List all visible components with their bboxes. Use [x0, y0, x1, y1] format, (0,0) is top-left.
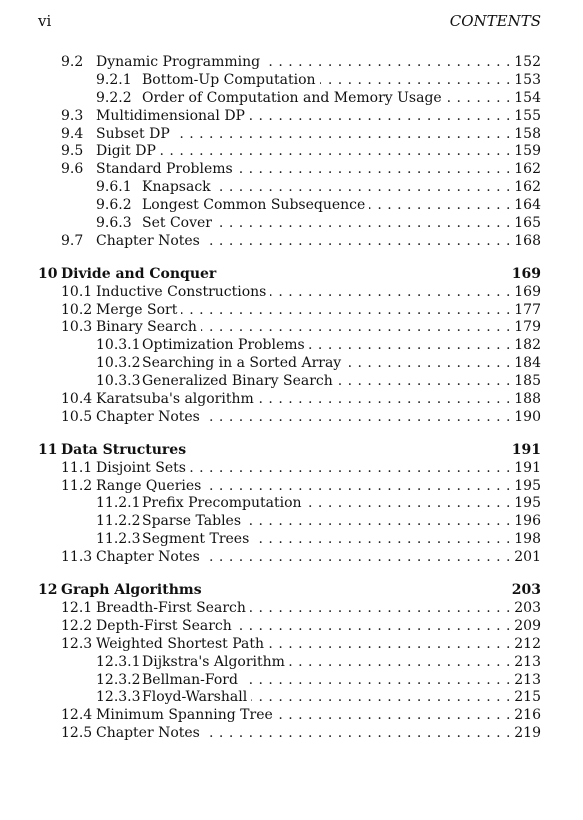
toc-entry-page: 185	[514, 373, 541, 390]
toc-entry-title: Bellman-Ford	[142, 672, 242, 688]
toc-entry-title: Dynamic Programming	[96, 54, 264, 70]
toc-entry-title: Searching in a Sorted Array	[142, 355, 345, 371]
running-title: CONTENTS	[449, 12, 541, 30]
toc-entry-title: Set Cover	[142, 215, 216, 231]
toc-subsection-entry[interactable]	[38, 215, 541, 233]
toc-entry-page: 162	[514, 161, 541, 178]
toc-entry-title: Disjoint Sets	[96, 460, 190, 476]
toc-entry-number: 12.3	[61, 635, 93, 652]
toc-entry-title: Bottom-Up Computation	[142, 72, 320, 88]
toc-subsection-entry[interactable]	[38, 672, 541, 690]
toc-entry-number: 10.3.2	[96, 355, 141, 372]
toc-entry-number: 9.6.1	[96, 179, 132, 196]
toc-entry-title: Chapter Notes	[96, 725, 204, 741]
toc-entry-title: Prefix Precomputation	[142, 495, 306, 511]
toc-entry-page: 213	[514, 671, 541, 688]
toc-entry-page: 212	[514, 635, 541, 652]
toc-entry-number: 11.2.1	[96, 495, 141, 512]
toc-entry-title: Subset DP	[96, 126, 174, 142]
toc-entry-number: 10.3.1	[96, 337, 141, 354]
toc-entry-page: 213	[514, 653, 541, 670]
toc-entry-number: 9.7	[61, 232, 84, 249]
table-of-contents	[38, 54, 541, 743]
toc-entry-number: 12.3.2	[96, 671, 141, 688]
toc-chapter-entry[interactable]	[38, 442, 541, 460]
toc-entry-number: 9.6	[61, 161, 84, 178]
toc-entry-page: 190	[514, 408, 541, 425]
toc-entry-number: 10.1	[61, 283, 93, 300]
toc-entry-page: 191	[514, 459, 541, 476]
toc-entry-title: Floyd-Warshall	[142, 689, 251, 705]
toc-entry-title: Range Queries	[96, 478, 205, 494]
toc-entry-page: 153	[514, 71, 541, 88]
toc-entry-number: 9.4	[61, 125, 84, 142]
toc-entry-number: 12.5	[61, 725, 93, 742]
toc-entry-number: 11.2	[61, 477, 93, 494]
toc-section-entry[interactable]	[38, 725, 541, 743]
toc-entry-page: 203	[511, 582, 541, 599]
toc-entry-page: 195	[514, 495, 541, 512]
toc-entry-title: Breadth-First Search	[96, 600, 250, 616]
toc-entry-title: Minimum Spanning Tree	[96, 707, 277, 723]
toc-entry-title: Graph Algorithms	[61, 582, 206, 598]
toc-subsection-entry[interactable]	[38, 373, 541, 391]
toc-subsection-entry[interactable]	[38, 689, 541, 707]
toc-entry-number: 9.5	[61, 143, 84, 160]
toc-section-entry[interactable]	[38, 233, 541, 251]
toc-entry-number: 11.2.2	[96, 513, 141, 530]
toc-entry-page: 215	[514, 689, 541, 706]
toc-section-entry[interactable]	[38, 284, 541, 302]
toc-section-entry[interactable]	[38, 302, 541, 320]
toc-entry-page: 219	[514, 725, 541, 742]
toc-section-entry[interactable]	[38, 126, 541, 144]
toc-entry-page: 177	[514, 301, 541, 318]
toc-entry-page: 198	[514, 531, 541, 548]
toc-entry-title: Chapter Notes	[96, 233, 204, 249]
toc-entry-page: 155	[514, 107, 541, 124]
toc-entry-number: 12.4	[61, 707, 93, 724]
toc-entry-title: Optimization Problems	[142, 337, 309, 353]
toc-entry-page: 164	[514, 197, 541, 214]
toc-entry-number: 9.2.2	[96, 89, 132, 106]
toc-entry-number: 10.4	[61, 391, 93, 408]
toc-subsection-entry[interactable]	[38, 337, 541, 355]
toc-subsection-entry[interactable]	[38, 531, 541, 549]
toc-section-entry[interactable]	[38, 707, 541, 725]
toc-entry-page: 169	[511, 265, 541, 282]
toc-subsection-entry[interactable]	[38, 179, 541, 197]
toc-entry-page: 182	[514, 337, 541, 354]
toc-entry-title: Sparse Tables	[142, 513, 245, 529]
toc-entry-number: 12.1	[61, 599, 93, 616]
toc-section-entry[interactable]	[38, 549, 541, 567]
toc-entry-page: 191	[511, 441, 541, 458]
toc-entry-page: 169	[514, 283, 541, 300]
toc-entry-title: Chapter Notes	[96, 549, 204, 565]
toc-entry-number: 11.2.3	[96, 531, 141, 548]
toc-entry-title: Chapter Notes	[96, 409, 204, 425]
toc-section-entry[interactable]	[38, 108, 541, 126]
toc-entry-page: 152	[514, 54, 541, 70]
toc-entry-title: Dijkstra's Algorithm	[142, 654, 289, 670]
toc-entry-title: Longest Common Subsequence	[142, 197, 369, 213]
toc-entry-number: 9.2.1	[96, 71, 132, 88]
toc-entry-title: Depth-First Search	[96, 618, 236, 634]
toc-entry-title: Merge Sort	[96, 302, 181, 318]
toc-entry-page: 159	[514, 143, 541, 160]
toc-subsection-entry[interactable]	[38, 495, 541, 513]
toc-entry-page: 168	[514, 232, 541, 249]
toc-entry-number: 12.2	[61, 617, 93, 634]
toc-entry-number: 12.3.3	[96, 689, 141, 706]
toc-section-entry[interactable]	[38, 319, 541, 337]
toc-entry-page: 201	[514, 549, 541, 566]
toc-entry-page: 216	[514, 707, 541, 724]
toc-entry-number: 10.3	[61, 319, 93, 336]
toc-section-entry[interactable]	[38, 636, 541, 654]
toc-entry-number: 9.3	[61, 107, 84, 124]
toc-entry-number: 10.2	[61, 301, 93, 318]
toc-subsection-entry[interactable]	[38, 90, 541, 108]
toc-entry-title: Weighted Shortest Path	[96, 636, 268, 652]
toc-section-entry[interactable]	[38, 143, 541, 161]
page-number-label: vi	[38, 12, 52, 30]
toc-entry-page: 158	[514, 125, 541, 142]
toc-section-entry[interactable]	[38, 618, 541, 636]
toc-entry-number: 9.2	[61, 54, 84, 70]
toc-subsection-entry[interactable]	[38, 654, 541, 672]
toc-entry-number: 11.1	[61, 459, 93, 476]
toc-entry-title: Generalized Binary Search	[142, 373, 337, 389]
toc-subsection-entry[interactable]	[38, 513, 541, 531]
toc-subsection-entry[interactable]	[38, 355, 541, 373]
toc-entry-page: 184	[514, 355, 541, 372]
toc-entry-number: 11.3	[61, 549, 93, 566]
toc-entry-page: 203	[514, 599, 541, 616]
toc-entry-page: 162	[514, 179, 541, 196]
toc-entry-page: 209	[514, 617, 541, 634]
toc-entry-title: Standard Problems	[96, 161, 237, 177]
toc-section-entry[interactable]	[38, 478, 541, 496]
toc-section-entry[interactable]	[38, 460, 541, 478]
toc-entry-page: 195	[514, 477, 541, 494]
toc-section-entry[interactable]	[38, 600, 541, 618]
toc-entry-title: Segment Trees	[142, 531, 253, 547]
toc-entry-page: 165	[514, 215, 541, 232]
toc-entry-page: 188	[514, 391, 541, 408]
toc-subsection-entry[interactable]	[38, 197, 541, 215]
toc-entry-title: Binary Search	[96, 319, 201, 335]
running-header	[38, 12, 541, 32]
toc-entry-page: 179	[514, 319, 541, 336]
toc-section-entry[interactable]	[38, 409, 541, 427]
toc-entry-title: Digit DP	[96, 143, 160, 159]
toc-section-entry[interactable]	[38, 391, 541, 409]
toc-entry-number: 10.3.3	[96, 373, 141, 390]
toc-section-entry[interactable]	[38, 54, 541, 72]
toc-entry-number: 10.5	[61, 408, 93, 425]
toc-entry-number: 9.6.2	[96, 197, 132, 214]
toc-entry-number: 12	[38, 582, 58, 599]
toc-entry-number: 9.6.3	[96, 215, 132, 232]
toc-chapter-entry[interactable]	[38, 582, 541, 600]
toc-entry-title: Karatsuba's algorithm	[96, 391, 258, 407]
toc-entry-title: Data Structures	[61, 442, 190, 458]
toc-entry-page: 154	[514, 89, 541, 106]
toc-entry-number: 12.3.1	[96, 653, 141, 670]
toc-entry-page: 196	[514, 513, 541, 530]
toc-chapter-entry[interactable]	[38, 266, 541, 284]
toc-entry-title: Divide and Conquer	[61, 266, 220, 282]
toc-entry-number: 11	[38, 441, 58, 458]
toc-entry-title: Knapsack	[142, 179, 215, 195]
toc-subsection-entry[interactable]	[38, 72, 541, 90]
toc-section-entry[interactable]	[38, 161, 541, 179]
toc-entry-title: Multidimensional DP	[96, 108, 249, 124]
toc-entry-title: Order of Computation and Memory Usage	[142, 90, 446, 106]
toc-entry-title: Inductive Constructions	[96, 284, 270, 300]
toc-entry-number: 10	[38, 265, 58, 282]
